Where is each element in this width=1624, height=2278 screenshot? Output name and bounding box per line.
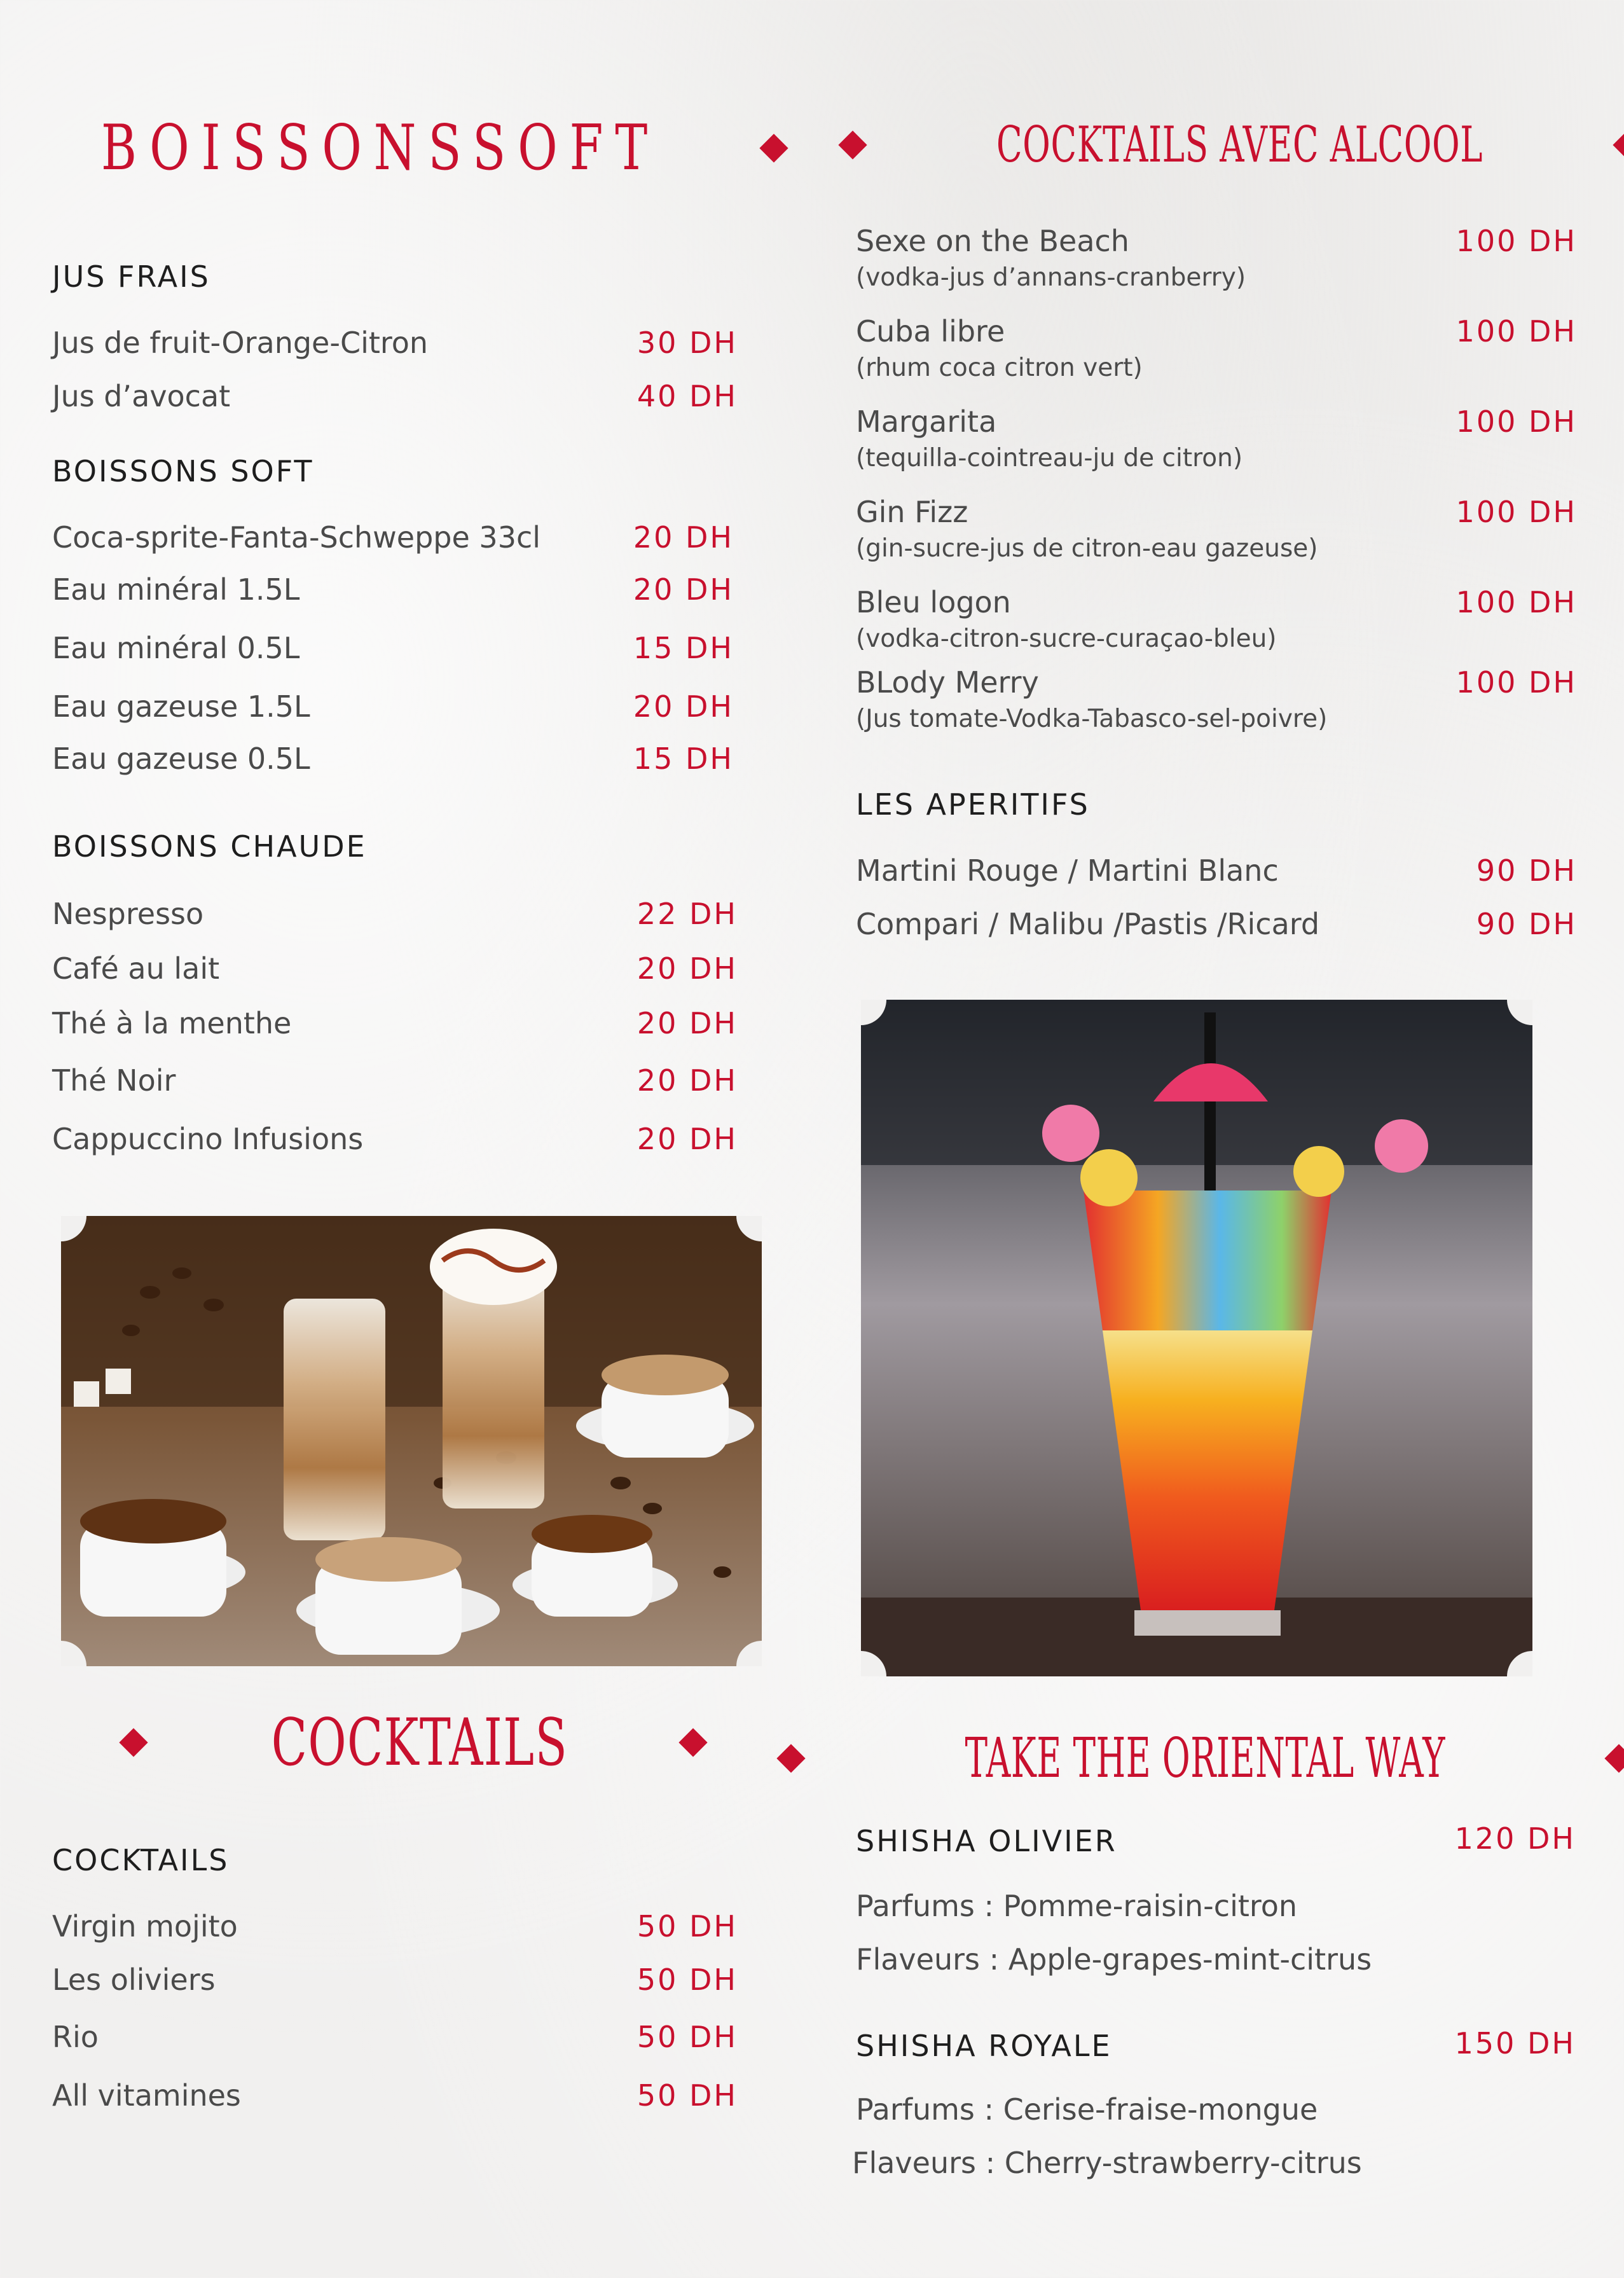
menu-item-price: 90 DH: [1476, 907, 1577, 941]
menu-item-price: 20 DH: [633, 689, 734, 724]
shisha-name: SHISHA ROYALE: [856, 2029, 1112, 2063]
menu-item-price: 20 DH: [637, 1006, 738, 1040]
menu-item-price: 50 DH: [637, 1909, 738, 1943]
heading-cocktails: [159, 1704, 668, 1781]
cocktail-ingredients: (vodka-citron-sucre-curaçao-bleu): [856, 625, 1277, 653]
menu-item-name: Jus d’avocat: [52, 379, 231, 413]
cocktail-ingredients: (Jus tomate-Vodka-Tabasco-sel-poivre): [856, 705, 1328, 733]
menu-item-name: Nespresso: [52, 897, 204, 931]
shisha-parfums: Parfums : Cerise-fraise-mongue: [856, 2092, 1318, 2127]
menu-item-price: 30 DH: [637, 326, 738, 360]
menu-item-name: Les oliviers: [52, 1963, 216, 1997]
diamond-icon: [776, 1744, 805, 1772]
menu-item-name: Thé Noir: [52, 1063, 176, 1098]
rainbow-cocktail-photo: [861, 1000, 1532, 1676]
menu-item-name: Rio: [52, 2020, 99, 2054]
cocktail-name: Cuba libre: [856, 314, 1005, 349]
cocktail-price: 100 DH: [1455, 314, 1577, 349]
diamond-icon: [119, 1728, 148, 1757]
cocktail-ingredients: (vodka-jus d’annans-cranberry): [856, 263, 1246, 292]
menu-item-price: 90 DH: [1476, 853, 1577, 888]
shisha-price: 150 DH: [1454, 2026, 1576, 2061]
menu-item-name: Cappuccino Infusions: [52, 1122, 364, 1156]
shisha-name: SHISHA OLIVIER: [856, 1824, 1117, 1858]
cocktail-name: Gin Fizz: [856, 495, 968, 529]
menu-item-name: Eau gazeuse 0.5L: [52, 742, 310, 776]
menu-item-name: Jus de fruit-Orange-Citron: [52, 326, 429, 360]
menu-item-name: Eau minéral 1.5L: [52, 572, 300, 607]
diamond-icon: [678, 1728, 707, 1757]
cocktail-name: Margarita: [856, 404, 997, 439]
cocktail-price: 100 DH: [1455, 585, 1577, 619]
cocktail-ingredients: (tequilla-cointreau-ju de citron): [856, 444, 1243, 473]
cocktail-price: 100 DH: [1455, 224, 1577, 258]
heading-boissons-soft: [70, 113, 680, 183]
heading-oriental-way: [884, 1723, 1526, 1793]
menu-item-price: 50 DH: [637, 1963, 738, 1997]
menu-item-name: All vitamines: [52, 2078, 241, 2113]
category-aperitifs: LES APERITIFS: [856, 787, 1090, 822]
shisha-flaveurs: Flaveurs : Cherry-strawberry-citrus: [852, 2146, 1362, 2180]
coffee-drinks-photo: [61, 1216, 762, 1666]
heading-cocktails-avec-alcool: [922, 113, 1558, 177]
menu-item-name: Eau gazeuse 1.5L: [52, 689, 310, 724]
menu-item-name: Coca-sprite-Fanta-Schweppe 33cl: [52, 520, 541, 555]
category-boissons-soft: BOISSONS SOFT: [52, 454, 314, 488]
diamond-icon: [839, 130, 867, 159]
diamond-icon: [1613, 130, 1624, 159]
cocktail-name: Bleu logon: [856, 585, 1011, 619]
cocktail-ingredients: (gin-sucre-jus de citron-eau gazeuse): [856, 534, 1318, 563]
menu-item-price: 20 DH: [633, 572, 734, 607]
shisha-flaveurs: Flaveurs : Apple-grapes-mint-citrus: [856, 1942, 1372, 1977]
menu-item-price: 40 DH: [637, 379, 738, 413]
cocktail-price: 100 DH: [1455, 404, 1577, 439]
menu-item-price: 50 DH: [637, 2078, 738, 2113]
heading-text: COCKTAILS: [271, 1704, 568, 1781]
menu-item-name: Virgin mojito: [52, 1909, 238, 1943]
cocktail-name: BLody Merry: [856, 665, 1039, 700]
menu-item-name: Eau minéral 0.5L: [52, 631, 300, 665]
menu-item-name: Café au lait: [52, 951, 220, 986]
menu-item-price: 20 DH: [637, 951, 738, 986]
category-cocktails: COCKTAILS: [52, 1843, 230, 1877]
menu-item-price: 22 DH: [637, 897, 738, 931]
heading-text: BOISSONSSOFT: [100, 112, 660, 184]
menu-item-price: 20 DH: [637, 1122, 738, 1156]
shisha-price: 120 DH: [1454, 1821, 1576, 1856]
category-jus-frais: JUS FRAIS: [52, 259, 210, 294]
cocktail-ingredients: (rhum coca citron vert): [856, 354, 1143, 382]
menu-item-price: 20 DH: [637, 1063, 738, 1098]
menu-item-name: Martini Rouge / Martini Blanc: [856, 853, 1279, 888]
menu-item-name: Thé à la menthe: [52, 1006, 292, 1040]
menu-item-price: 15 DH: [633, 631, 734, 665]
diamond-icon: [759, 134, 788, 162]
cocktail-price: 100 DH: [1455, 495, 1577, 529]
menu-item-price: 15 DH: [633, 742, 734, 776]
diamond-icon: [1605, 1744, 1624, 1772]
heading-text: TAKE THE ORIENTAL WAY: [965, 1727, 1445, 1790]
menu-item-price: 50 DH: [637, 2020, 738, 2054]
heading-text: COCKTAILS AVEC ALCOOL: [996, 116, 1483, 174]
cocktail-price: 100 DH: [1455, 665, 1577, 700]
menu-item-name: Compari / Malibu /Pastis /Ricard: [856, 907, 1320, 941]
shisha-parfums: Parfums : Pomme-raisin-citron: [856, 1889, 1298, 1923]
menu-item-price: 20 DH: [633, 520, 734, 555]
coffee-illustration: [61, 1216, 762, 1666]
cocktail-illustration: [861, 1000, 1532, 1676]
category-boissons-chaude: BOISSONS CHAUDE: [52, 829, 367, 864]
cocktail-name: Sexe on the Beach: [856, 224, 1129, 258]
